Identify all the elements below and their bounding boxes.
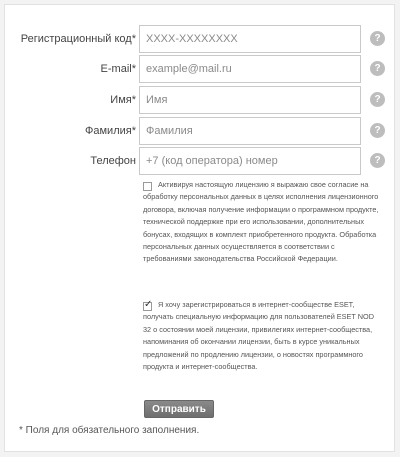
help-icon[interactable]: ?: [370, 31, 385, 46]
help-icon[interactable]: ?: [370, 61, 385, 76]
last-name-row: [5, 117, 396, 145]
last-name-input[interactable]: [139, 117, 361, 145]
phone-label: Телефон: [90, 155, 136, 167]
email-input[interactable]: [139, 55, 361, 83]
phone-row: [5, 147, 396, 175]
email-row: [5, 55, 396, 83]
consent-community: [143, 299, 379, 373]
consent-community-text: Я хочу зарегистрироваться в интернет-сообществе ESET, получать специальную информацию для пользователей ESET NOD 32 о состоянии моей лицензии, привилегиях интернет-сообщества, напоминания об окончании лицензии, быть в курсе уникальных предложений по продлению лицензии, о новостях программного продукта и интернет-сообщества.: [143, 300, 374, 372]
registration-code-label: Регистрационный код*: [20, 33, 136, 45]
first-name-label: Имя*: [110, 94, 136, 106]
phone-input[interactable]: [139, 147, 361, 175]
first-name-input[interactable]: [139, 86, 361, 114]
registration-code-input[interactable]: [139, 25, 361, 53]
email-label: E-mail*: [100, 63, 136, 75]
submit-button[interactable]: Отправить: [144, 400, 214, 418]
registration-code-row: [5, 25, 396, 53]
checkmark-icon: ✓: [144, 299, 153, 310]
consent-personal-data-text: Активируя настоящую лицензию я выражаю свое согласие на обработку персональных данных в целях исполнения лицензионного договора, включая получение информации о программном продукте, технической поддержке при его использовании, дополнительных бонусах, входящих в комплект приобретенного продукта. Обработка персональных данных осуществляется в соответствии с требованиями законодательства Российской Федерации.: [143, 180, 379, 264]
required-fields-note: * Поля для обязательного заполнения.: [19, 425, 200, 436]
last-name-label: Фамилия*: [85, 125, 136, 137]
registration-form: [4, 4, 395, 452]
first-name-row: [5, 86, 396, 114]
help-icon[interactable]: ?: [370, 123, 385, 138]
consent-personal-data: [143, 179, 379, 266]
help-icon[interactable]: ?: [370, 92, 385, 107]
help-icon[interactable]: ?: [370, 153, 385, 168]
